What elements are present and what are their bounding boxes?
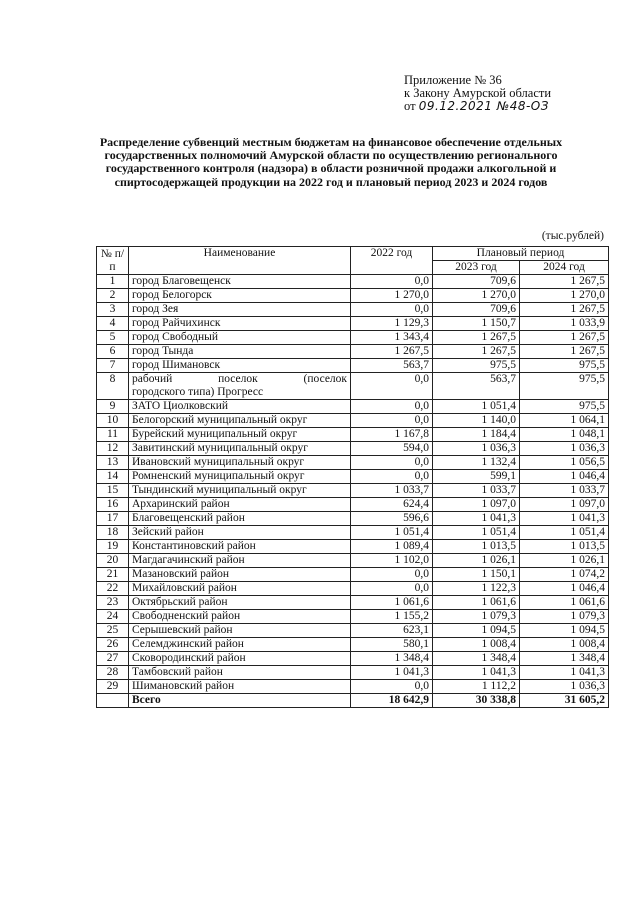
value-2023: 1 112,2 <box>433 680 520 694</box>
row-name: Тамбовский район <box>129 666 351 680</box>
row-number: 6 <box>97 345 129 359</box>
row-name: город Райчихинск <box>129 317 351 331</box>
row-number: 3 <box>97 303 129 317</box>
value-2024: 1 036,3 <box>520 442 609 456</box>
value-2022: 1 051,4 <box>351 526 433 540</box>
annex-date-line <box>404 100 551 113</box>
table-row <box>97 554 609 568</box>
value-2024: 1 013,5 <box>520 540 609 554</box>
total-row <box>97 694 609 708</box>
row-number: 4 <box>97 317 129 331</box>
table-row <box>97 498 609 512</box>
value-2024: 1 061,6 <box>520 596 609 610</box>
table-row <box>97 373 609 400</box>
value-2024: 1 033,7 <box>520 484 609 498</box>
value-2022: 1 102,0 <box>351 554 433 568</box>
value-2023: 1 150,1 <box>433 568 520 582</box>
row-number: 1 <box>97 275 129 289</box>
value-2022: 1 155,2 <box>351 610 433 624</box>
unit-label: (тыс.рублей) <box>541 230 604 242</box>
value-2024: 1 074,2 <box>520 568 609 582</box>
value-2022: 0,0 <box>351 680 433 694</box>
table-row <box>97 484 609 498</box>
value-2022: 623,1 <box>351 624 433 638</box>
value-2024: 1 026,1 <box>520 554 609 568</box>
value-2023: 1 008,4 <box>433 638 520 652</box>
value-2024: 1 046,4 <box>520 470 609 484</box>
table-row <box>97 568 609 582</box>
value-2024: 1 048,1 <box>520 428 609 442</box>
table-row <box>97 331 609 345</box>
value-2023: 1 150,7 <box>433 317 520 331</box>
table-row <box>97 289 609 303</box>
row-number: 7 <box>97 359 129 373</box>
value-2024: 1 267,5 <box>520 345 609 359</box>
table-header-row <box>97 247 609 261</box>
value-2023: 1 348,4 <box>433 652 520 666</box>
value-2022: 594,0 <box>351 442 433 456</box>
row-number: 21 <box>97 568 129 582</box>
row-number: 12 <box>97 442 129 456</box>
value-2022: 624,4 <box>351 498 433 512</box>
table-row <box>97 624 609 638</box>
value-2023: 709,6 <box>433 275 520 289</box>
value-2024: 1 056,5 <box>520 456 609 470</box>
table-row <box>97 359 609 373</box>
value-2022: 1 348,4 <box>351 652 433 666</box>
total-empty-cell <box>97 694 129 708</box>
row-name: Завитинский муниципальный округ <box>129 442 351 456</box>
table-row <box>97 428 609 442</box>
value-2022: 1 267,5 <box>351 345 433 359</box>
value-2024: 1 036,3 <box>520 680 609 694</box>
row-name: город Белогорск <box>129 289 351 303</box>
value-2022: 0,0 <box>351 414 433 428</box>
value-2024: 1 094,5 <box>520 624 609 638</box>
value-2024: 975,5 <box>520 359 609 373</box>
value-2022: 1 167,8 <box>351 428 433 442</box>
table-body <box>97 275 609 708</box>
value-2024: 975,5 <box>520 400 609 414</box>
table-row <box>97 582 609 596</box>
table-row <box>97 275 609 289</box>
row-number: 10 <box>97 414 129 428</box>
value-2023: 1 061,6 <box>433 596 520 610</box>
table-row <box>97 414 609 428</box>
annex-law-reference: к Закону Амурской области <box>404 86 552 100</box>
value-2022: 1 041,3 <box>351 666 433 680</box>
value-2023: 1 013,5 <box>433 540 520 554</box>
table-row <box>97 456 609 470</box>
header-planned-period: Плановый период <box>433 247 609 261</box>
value-2022: 1 343,4 <box>351 331 433 345</box>
row-name: Магдагачинский район <box>129 554 351 568</box>
value-2022: 580,1 <box>351 638 433 652</box>
row-name: Свободненский район <box>129 610 351 624</box>
table-row <box>97 610 609 624</box>
table-row <box>97 442 609 456</box>
value-2023: 1 051,4 <box>433 526 520 540</box>
value-2024: 1 097,0 <box>520 498 609 512</box>
value-2023: 1 122,3 <box>433 582 520 596</box>
value-2024: 1 051,4 <box>520 526 609 540</box>
header-2022: 2022 год <box>351 247 433 275</box>
table-row <box>97 317 609 331</box>
value-2024: 1 064,1 <box>520 414 609 428</box>
value-2023: 1 270,0 <box>433 289 520 303</box>
value-2024: 1 033,9 <box>520 317 609 331</box>
subsidy-table <box>96 246 609 708</box>
value-2024: 1 041,3 <box>520 512 609 526</box>
row-number: 28 <box>97 666 129 680</box>
total-2022: 18 642,9 <box>351 694 433 708</box>
row-number: 15 <box>97 484 129 498</box>
row-name: Бурейский муниципальный округ <box>129 428 351 442</box>
row-name <box>129 373 351 400</box>
value-2024: 1 008,4 <box>520 638 609 652</box>
row-number: 18 <box>97 526 129 540</box>
table-row <box>97 680 609 694</box>
row-name: город Тында <box>129 345 351 359</box>
table-row <box>97 512 609 526</box>
row-name-line1: рабочий поселок (поселок <box>132 373 347 385</box>
table-row <box>97 303 609 317</box>
document-title: Распределение субвенций местным бюджетам на финансовое обеспечение отдельных государственных полномочий Амурской области по осуществлению регионального государственного контроля (надзора) в области розничной продажи алкогольной и спиртосодержащей продукции на 2022 год и плановый период 2023 и 2024 годов <box>99 135 563 189</box>
value-2022: 0,0 <box>351 303 433 317</box>
row-name: Белогорский муниципальный округ <box>129 414 351 428</box>
total-2024: 31 605,2 <box>520 694 609 708</box>
annex-date-prefix: от <box>404 99 416 113</box>
value-2024: 1 267,5 <box>520 303 609 317</box>
value-2023: 1 041,3 <box>433 666 520 680</box>
value-2023: 1 267,5 <box>433 331 520 345</box>
value-2024: 1 348,4 <box>520 652 609 666</box>
row-name: Благовещенский район <box>129 512 351 526</box>
row-name: Сковородинский район <box>129 652 351 666</box>
row-number: 8 <box>97 373 129 400</box>
row-name: Архаринский район <box>129 498 351 512</box>
value-2023: 1 132,4 <box>433 456 520 470</box>
value-2024: 1 267,5 <box>520 331 609 345</box>
row-name: Михайловский район <box>129 582 351 596</box>
row-name: Ромненский муниципальный округ <box>129 470 351 484</box>
row-name: Серышевский район <box>129 624 351 638</box>
value-2022: 1 061,6 <box>351 596 433 610</box>
row-number: 2 <box>97 289 129 303</box>
row-number: 27 <box>97 652 129 666</box>
value-2022: 0,0 <box>351 470 433 484</box>
value-2023: 599,1 <box>433 470 520 484</box>
row-name: Мазановский район <box>129 568 351 582</box>
annex-number: Приложение № 36 <box>404 73 502 87</box>
row-name: Селемджинский район <box>129 638 351 652</box>
row-name: ЗАТО Циолковский <box>129 400 351 414</box>
row-number: 17 <box>97 512 129 526</box>
row-name: Шимановский район <box>129 680 351 694</box>
value-2023: 1 140,0 <box>433 414 520 428</box>
value-2023: 709,6 <box>433 303 520 317</box>
row-number: 11 <box>97 428 129 442</box>
table-row <box>97 596 609 610</box>
value-2024: 1 041,3 <box>520 666 609 680</box>
value-2023: 1 267,5 <box>433 345 520 359</box>
value-2022: 0,0 <box>351 400 433 414</box>
value-2024: 1 079,3 <box>520 610 609 624</box>
value-2023: 1 033,7 <box>433 484 520 498</box>
value-2022: 1 089,4 <box>351 540 433 554</box>
table-row <box>97 652 609 666</box>
value-2022: 0,0 <box>351 373 433 400</box>
value-2023: 1 041,3 <box>433 512 520 526</box>
table-row <box>97 638 609 652</box>
row-number: 25 <box>97 624 129 638</box>
total-2023: 30 338,8 <box>433 694 520 708</box>
value-2022: 1 270,0 <box>351 289 433 303</box>
header-2024: 2024 год <box>520 261 609 275</box>
value-2023: 1 079,3 <box>433 610 520 624</box>
row-name: город Зея <box>129 303 351 317</box>
value-2023: 1 097,0 <box>433 498 520 512</box>
table-row <box>97 526 609 540</box>
value-2024: 975,5 <box>520 373 609 400</box>
value-2023: 1 036,3 <box>433 442 520 456</box>
row-number: 22 <box>97 582 129 596</box>
table-row <box>97 470 609 484</box>
row-number: 9 <box>97 400 129 414</box>
row-name: Тындинский муниципальный округ <box>129 484 351 498</box>
value-2023: 1 051,4 <box>433 400 520 414</box>
table-row <box>97 666 609 680</box>
value-2022: 0,0 <box>351 568 433 582</box>
row-name: Ивановский муниципальный округ <box>129 456 351 470</box>
value-2023: 563,7 <box>433 373 520 400</box>
row-name: Константиновский район <box>129 540 351 554</box>
table-row <box>97 345 609 359</box>
header-2023: 2023 год <box>433 261 520 275</box>
row-name: Зейский район <box>129 526 351 540</box>
value-2024: 1 046,4 <box>520 582 609 596</box>
row-number: 20 <box>97 554 129 568</box>
value-2022: 1 129,3 <box>351 317 433 331</box>
value-2022: 563,7 <box>351 359 433 373</box>
row-number: 24 <box>97 610 129 624</box>
annex-header <box>404 74 551 113</box>
row-number: 19 <box>97 540 129 554</box>
header-num: № п/п <box>97 247 129 275</box>
value-2022: 0,0 <box>351 582 433 596</box>
value-2022: 596,6 <box>351 512 433 526</box>
total-label: Всего <box>129 694 351 708</box>
value-2024: 1 270,0 <box>520 289 609 303</box>
value-2022: 0,0 <box>351 456 433 470</box>
value-2023: 1 094,5 <box>433 624 520 638</box>
row-name: город Шимановск <box>129 359 351 373</box>
row-name: город Свободный <box>129 331 351 345</box>
row-number: 5 <box>97 331 129 345</box>
annex-handwritten-date: 09.12.2021 №48-ОЗ <box>418 99 549 113</box>
value-2023: 1 184,4 <box>433 428 520 442</box>
value-2024: 1 267,5 <box>520 275 609 289</box>
value-2022: 0,0 <box>351 275 433 289</box>
row-number: 29 <box>97 680 129 694</box>
table-row <box>97 400 609 414</box>
row-number: 23 <box>97 596 129 610</box>
row-name: Октябрьский район <box>129 596 351 610</box>
row-name: город Благовещенск <box>129 275 351 289</box>
row-number: 13 <box>97 456 129 470</box>
row-number: 14 <box>97 470 129 484</box>
value-2023: 975,5 <box>433 359 520 373</box>
value-2023: 1 026,1 <box>433 554 520 568</box>
row-number: 26 <box>97 638 129 652</box>
row-number: 16 <box>97 498 129 512</box>
table-row <box>97 540 609 554</box>
value-2022: 1 033,7 <box>351 484 433 498</box>
header-name: Наименование <box>129 247 351 275</box>
row-name-line2: городского типа) Прогресс <box>132 386 264 398</box>
